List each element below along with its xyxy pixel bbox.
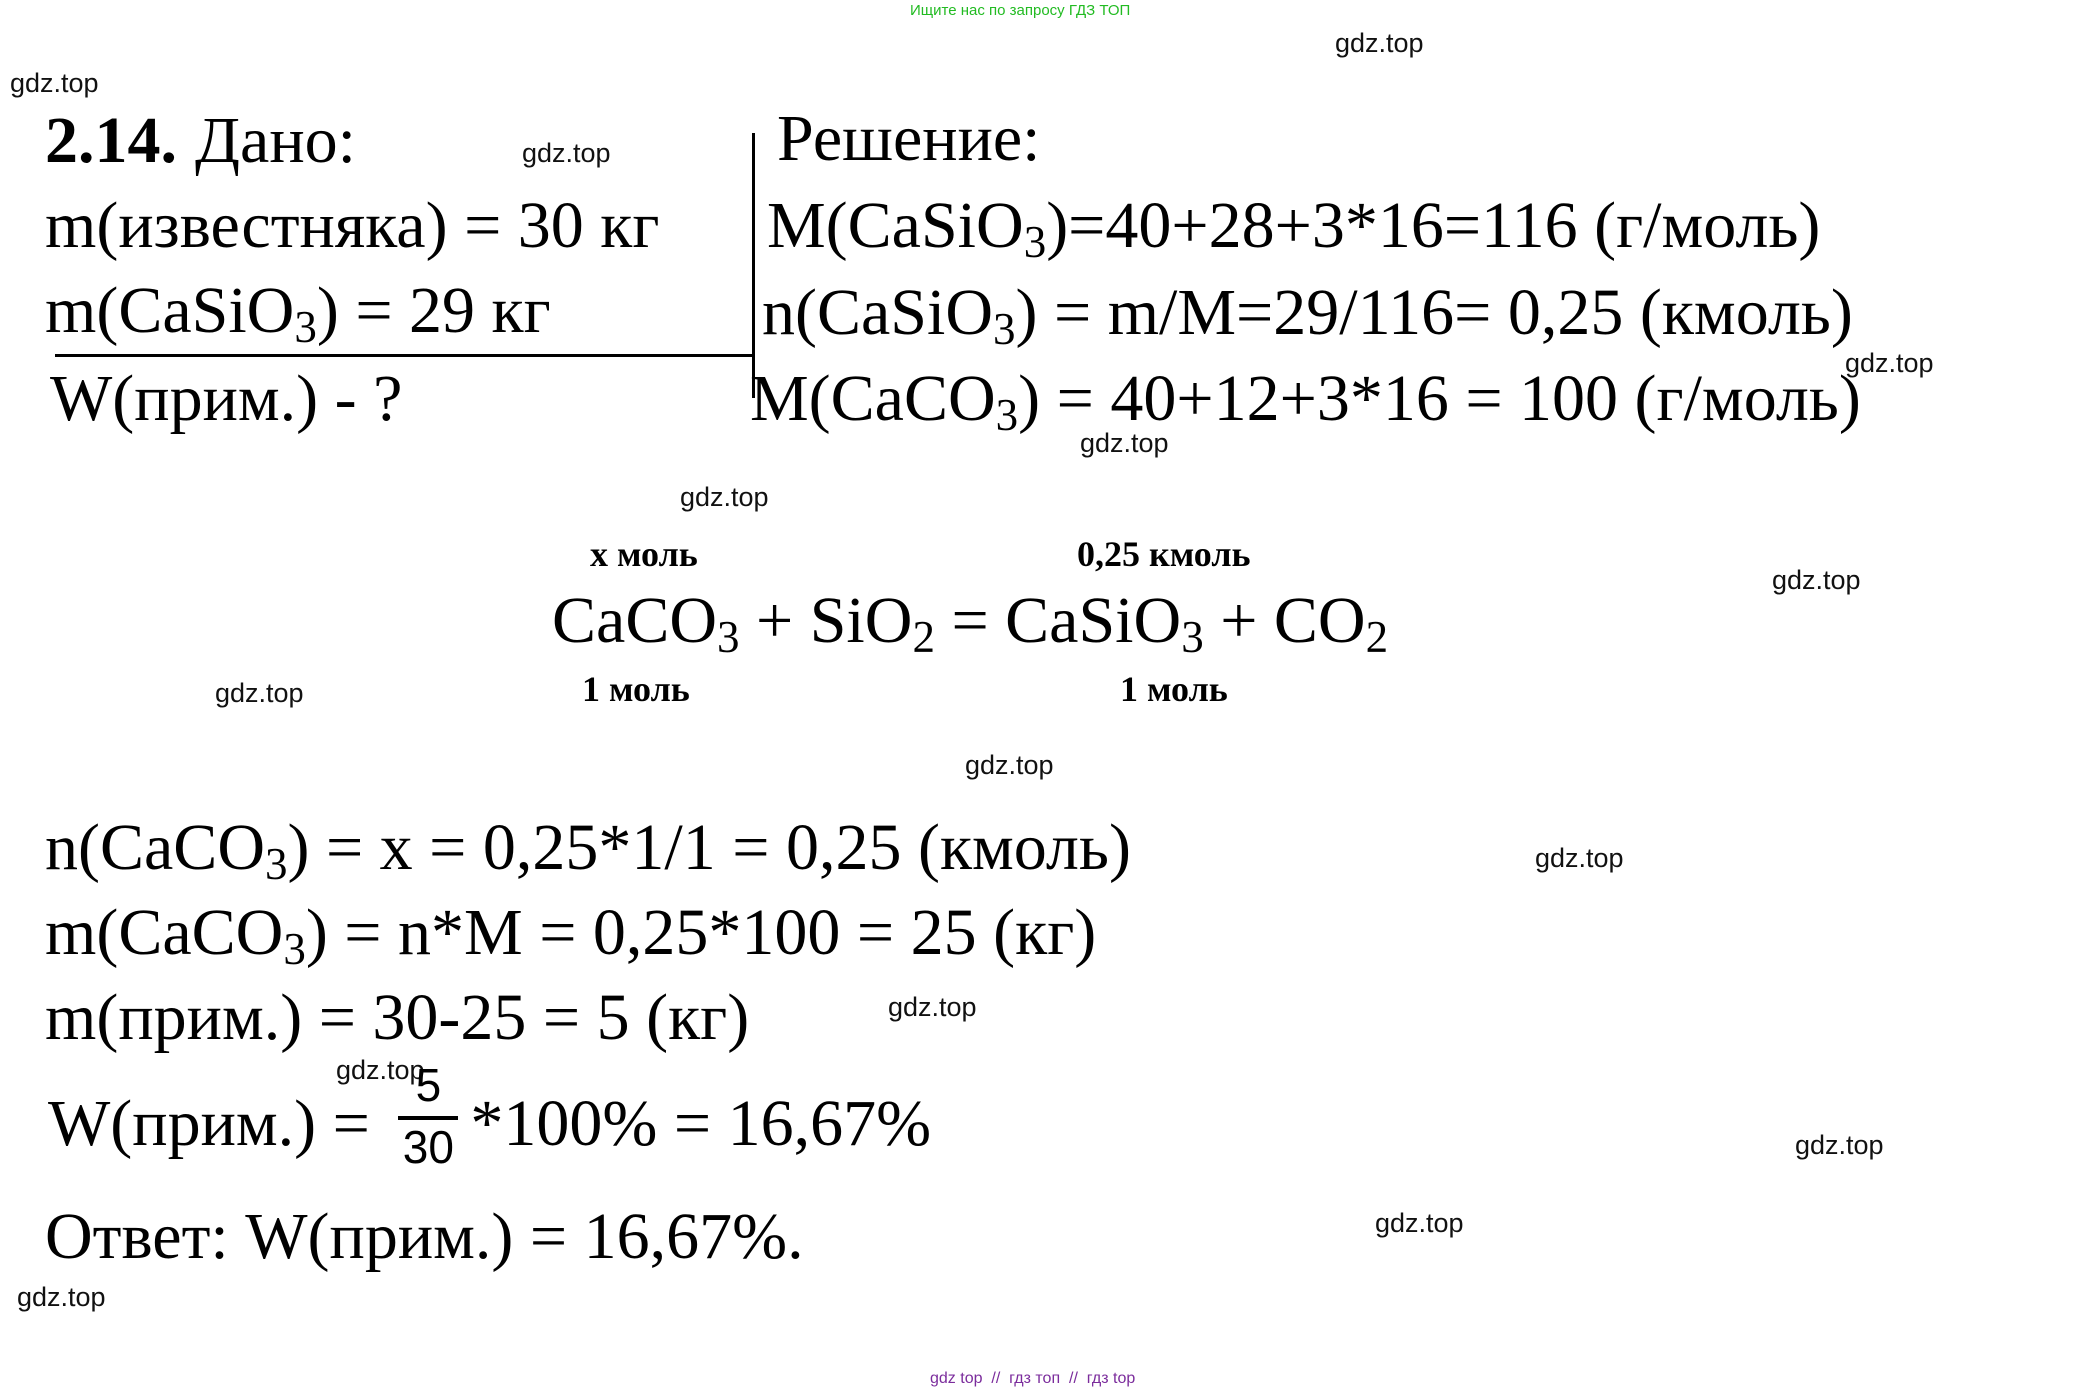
calc-line-1: n(CaCO 3 ) = x = 0,25*1/1 = 0,25 (кмоль): [45, 811, 1131, 889]
watermark: gdz.top: [965, 750, 1054, 780]
watermark: gdz.top: [215, 678, 304, 708]
calc-line-3: m(прим.) = 30-25 = 5 (кг): [45, 981, 750, 1054]
watermark: gdz.top: [17, 1282, 106, 1312]
divider-horizontal: [55, 354, 753, 357]
equation-below-left: 1 моль: [582, 669, 690, 709]
fraction-denominator: 30: [402, 1121, 454, 1173]
watermark: gdz.top: [1795, 1130, 1884, 1160]
equation-below-right: 1 моль: [1120, 669, 1228, 709]
answer: Ответ: W(прим.) = 16,67%.: [45, 1200, 804, 1273]
watermark: gdz.top: [1535, 843, 1624, 873]
top-banner[interactable]: Ищите нас по запросу ГДЗ ТОП: [910, 2, 1131, 19]
watermark: gdz.top: [1080, 428, 1169, 458]
solution-line-3: M(CaCO 3 ) = 40+12+3*16 = 100 (г/моль): [750, 362, 1861, 440]
fraction: [398, 1059, 458, 1173]
fraction-numerator: 5: [415, 1059, 442, 1111]
watermark: gdz.top: [1772, 565, 1861, 595]
watermark: gdz.top: [1845, 348, 1934, 378]
watermark: gdz.top: [1375, 1208, 1464, 1238]
solution-line-2: n(CaSiO 3 ) = m/M=29/116= 0,25 (кмоль): [762, 276, 1853, 354]
calc-line-4: W(прим.) = $\frac{5}{30}$ *100% = 16,67%: [48, 1059, 932, 1173]
solution-title: Решение:: [777, 102, 1041, 175]
given-line-1: m(известняка) = 30 кг: [45, 189, 660, 262]
reaction-equation: CaCO 3 + SiO 2 = CaSiO 3 + CO 2: [552, 584, 1389, 662]
watermark: gdz.top: [680, 482, 769, 512]
solution-line-1: M(CaSiO 3 )=40+28+3*16=116 (г/моль): [767, 189, 1821, 267]
divider-vertical: [752, 133, 755, 398]
problem-header: [45, 104, 356, 177]
given-title: Дано:: [195, 104, 356, 177]
watermark: gdz.top: [888, 992, 977, 1022]
problem-number: 2.14.: [45, 104, 177, 177]
given-find: W(прим.) - ?: [50, 362, 403, 435]
watermark: gdz.top: [336, 1055, 425, 1085]
calc-line-2: m(CaCO 3 ) = n*M = 0,25*100 = 25 (кг): [45, 896, 1097, 974]
equation-above-right: 0,25 кмоль: [1077, 534, 1251, 574]
watermark: gdz.top: [522, 138, 611, 168]
fraction-bar: [398, 1116, 458, 1120]
given-line-2: m(CaSiO 3 ) = 29 кг: [45, 274, 551, 352]
watermark: gdz.top: [10, 68, 99, 98]
watermark: gdz.top: [1335, 28, 1424, 58]
equation-above-left: x моль: [590, 534, 698, 574]
footer-links[interactable]: gdz top // гдз топ // гдз top: [930, 1370, 1136, 1387]
